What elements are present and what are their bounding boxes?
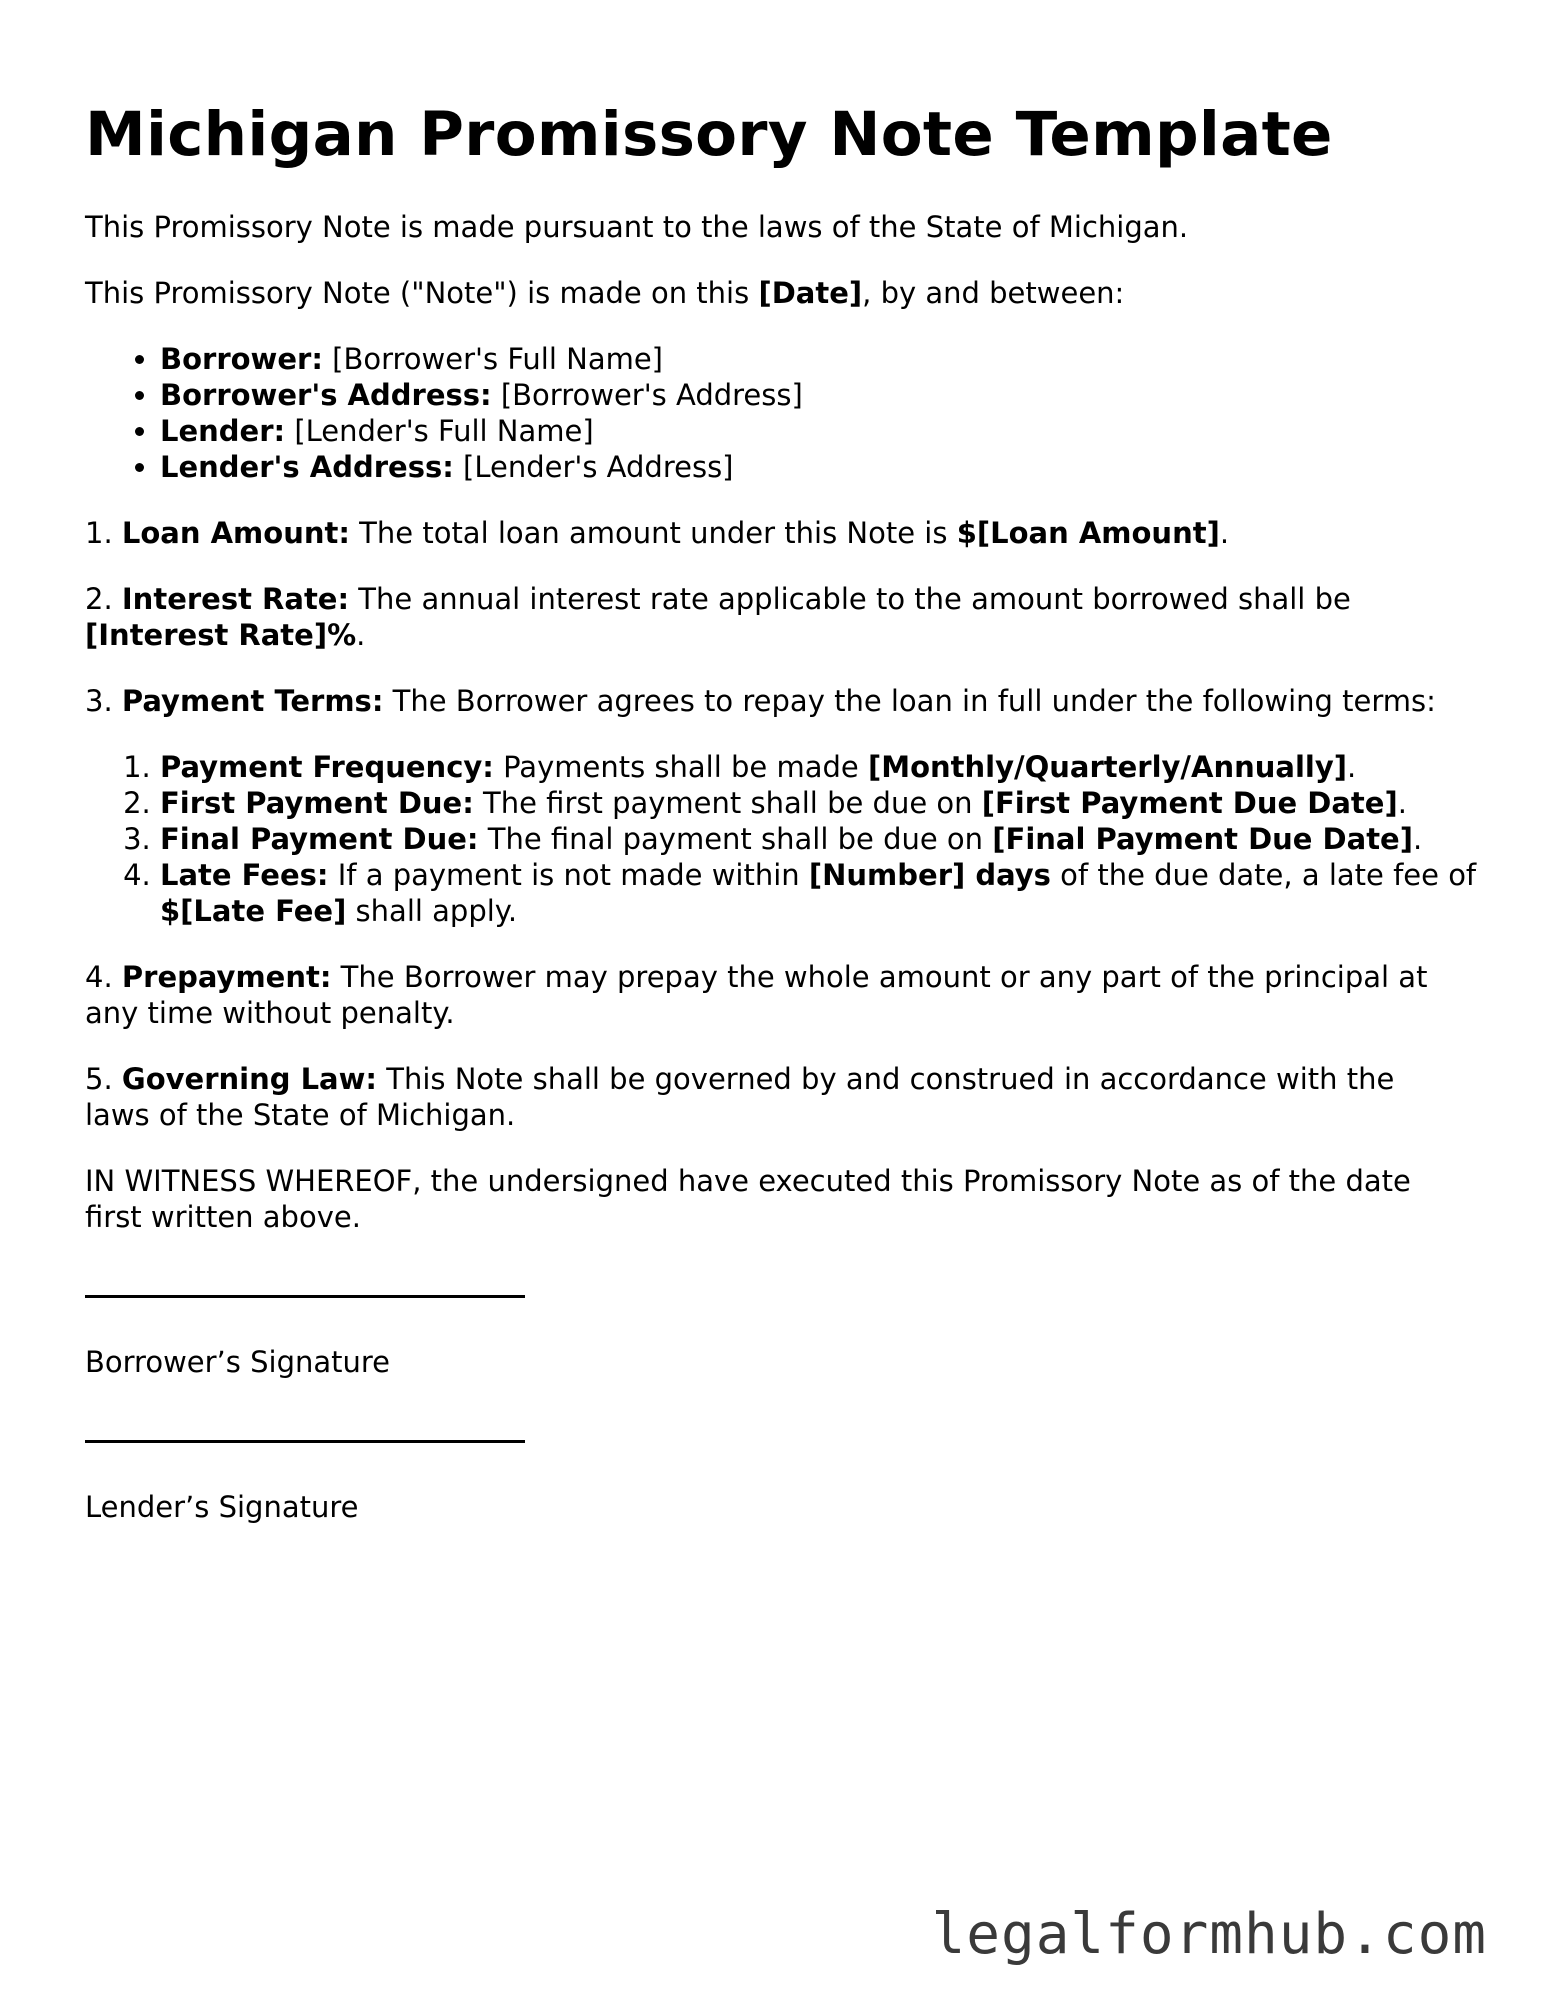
party-value: [Borrower's Address] xyxy=(491,378,803,413)
term-label: First Payment Due: xyxy=(160,786,474,821)
section-text: The total loan amount under this Note is xyxy=(349,516,957,551)
section-prepayment xyxy=(85,959,1465,1031)
final-payment-date-placeholder: [Final Payment Due Date] xyxy=(992,822,1413,857)
section-interest-rate xyxy=(85,581,1465,653)
first-payment-date-placeholder: [First Payment Due Date] xyxy=(981,786,1398,821)
date-placeholder: [Date] xyxy=(758,276,863,311)
party-label: Lender's Address: xyxy=(160,450,454,485)
section-number: 4. xyxy=(85,960,122,995)
term-text: The final payment shall be due on xyxy=(478,822,993,857)
section-end: . xyxy=(1219,516,1230,551)
term-end: . xyxy=(1412,822,1423,857)
section-text: The Borrower may prepay the whole amount or any part of the principal at any time without penalty. xyxy=(85,960,1428,1031)
section-number: 3. xyxy=(85,684,122,719)
section-loan-amount xyxy=(85,515,1465,551)
term-end: . xyxy=(1397,786,1407,821)
section-label: Governing Law: xyxy=(121,1062,378,1097)
term-text: Payments shall be made xyxy=(493,750,868,785)
made-on-paragraph xyxy=(85,275,1465,311)
term-end: . xyxy=(1347,750,1357,785)
term-text-2: of the due date, a late fee of xyxy=(1050,858,1477,893)
interest-rate-placeholder: [Interest Rate]% xyxy=(85,618,357,653)
party-label: Borrower: xyxy=(160,342,323,377)
party-item-lender-address xyxy=(160,449,1465,485)
term-payment-frequency xyxy=(160,749,1525,785)
loan-amount-placeholder: $[Loan Amount] xyxy=(956,516,1220,551)
intro-paragraph: This Promissory Note is made pursuant to the laws of the State of Michigan. xyxy=(85,210,1189,245)
lender-signature-label: Lender’s Signature xyxy=(85,1490,359,1525)
party-item-lender xyxy=(160,413,1465,449)
term-label: Final Payment Due: xyxy=(160,822,479,857)
document-page xyxy=(85,98,1477,1525)
term-late-fees xyxy=(160,857,1525,929)
party-value: [Lender's Address] xyxy=(453,450,734,485)
party-item-borrower xyxy=(160,341,1465,377)
term-final-payment-due xyxy=(160,821,1525,857)
section-number: 2. xyxy=(85,582,122,617)
term-text: If a payment is not made within xyxy=(328,858,809,893)
days-placeholder: [Number] days xyxy=(808,858,1051,893)
site-watermark: legalformhub.com xyxy=(931,1902,1487,1967)
section-text: The annual interest rate applicable to the amount borrowed shall be xyxy=(349,582,1351,617)
term-label: Late Fees: xyxy=(160,858,329,893)
party-label: Lender: xyxy=(160,414,286,449)
made-on-suffix: , by and between: xyxy=(862,276,1125,311)
party-label: Borrower's Address: xyxy=(160,378,492,413)
section-text: The Borrower agrees to repay the loan in full under the following terms: xyxy=(383,684,1436,719)
borrower-signature-line xyxy=(85,1295,525,1298)
parties-list xyxy=(85,341,1465,485)
party-item-borrower-address xyxy=(160,377,1465,413)
borrower-signature-label: Borrower’s Signature xyxy=(85,1345,391,1380)
party-value: [Lender's Full Name] xyxy=(285,414,594,449)
term-label: Payment Frequency: xyxy=(160,750,494,785)
section-label: Loan Amount: xyxy=(121,516,350,551)
term-text: The first payment shall be due on xyxy=(473,786,982,821)
section-governing-law xyxy=(85,1061,1465,1133)
section-end: . xyxy=(356,618,366,653)
term-first-payment-due xyxy=(160,785,1525,821)
payment-terms-list xyxy=(85,749,1525,929)
party-value: [Borrower's Full Name] xyxy=(322,342,663,377)
section-label: Payment Terms: xyxy=(121,684,384,719)
term-end: shall apply. xyxy=(346,894,518,929)
section-number: 1. xyxy=(85,516,122,551)
late-fee-placeholder: $[Late Fee] xyxy=(160,894,347,929)
section-label: Prepayment: xyxy=(121,960,332,995)
made-on-prefix: This Promissory Note ("Note") is made on this xyxy=(85,276,759,311)
section-payment-terms xyxy=(85,683,1465,719)
lender-signature-line xyxy=(85,1440,525,1443)
frequency-placeholder: [Monthly/Quarterly/Annually] xyxy=(867,750,1348,785)
section-label: Interest Rate: xyxy=(121,582,350,617)
section-number: 5. xyxy=(85,1062,122,1097)
document-title: Michigan Promissory Note Template xyxy=(85,99,1333,170)
section-text: This Note shall be governed by and construed in accordance with the laws of the State of Michigan. xyxy=(85,1062,1395,1133)
witness-paragraph: IN WITNESS WHEREOF, the undersigned have executed this Promissory Note as of the date first written above. xyxy=(85,1164,1411,1235)
